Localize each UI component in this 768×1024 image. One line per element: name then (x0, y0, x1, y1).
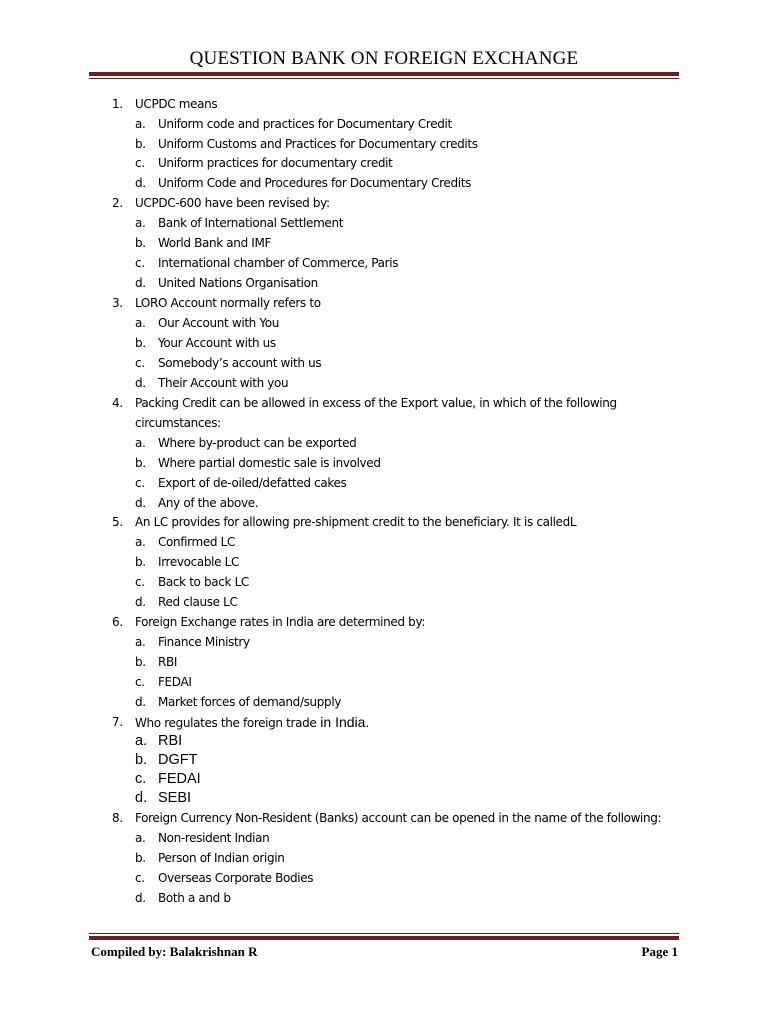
option-letter: c. (135, 771, 147, 787)
option-text: Any of the above. (158, 496, 259, 510)
page-title: QUESTION BANK ON FOREIGN EXCHANGE (189, 48, 579, 69)
option-letter: b. (135, 555, 146, 569)
option-letter: c. (135, 476, 145, 490)
question-text-tail: in India. (316, 714, 370, 730)
question-text-wrapper (135, 714, 369, 731)
question-number: 5. (112, 515, 123, 529)
option-text: Where by-product can be exported (158, 436, 357, 450)
option-letter: b. (135, 456, 146, 470)
option-letter: d. (135, 595, 146, 609)
option-letter: b. (135, 655, 146, 669)
option-text: Finance Ministry (158, 635, 250, 649)
option-text: International chamber of Commerce, Paris (158, 256, 399, 270)
option-letter: d. (135, 891, 146, 905)
option-text: Where partial domestic sale is involved (158, 456, 381, 470)
option-text: SEBI (158, 790, 192, 806)
option-text: Uniform code and practices for Documentary Credit (158, 117, 452, 131)
option-text: Non-resident Indian (158, 831, 270, 845)
option-letter: b. (135, 851, 146, 865)
question-text: Packing Credit can be allowed in excess of the Export value, in which of the following (135, 396, 617, 410)
question-number: 7. (112, 715, 123, 729)
question-number: 3. (112, 296, 123, 310)
option-text: Back to back LC (158, 575, 249, 589)
option-text: Uniform Customs and Practices for Documentary credits (158, 137, 478, 151)
option-text: Overseas Corporate Bodies (158, 871, 314, 885)
option-text: Uniform practices for documentary credit (158, 156, 393, 170)
question-text: LORO Account normally refers to (135, 296, 321, 310)
option-letter: b. (135, 236, 146, 250)
option-letter: c. (135, 675, 145, 689)
option-letter: a. (135, 831, 146, 845)
question-text: UCPDC means (135, 97, 218, 111)
option-letter: c. (135, 156, 145, 170)
option-letter: a. (135, 316, 146, 330)
option-text: Somebody’s account with us (158, 356, 322, 370)
option-letter: d. (135, 496, 146, 510)
option-letter: d. (135, 695, 146, 709)
option-text: Irrevocable LC (158, 555, 240, 569)
question-number: 1. (112, 97, 123, 111)
option-text: Export of de-oiled/defatted cakes (158, 476, 347, 490)
option-letter: d. (135, 790, 148, 806)
footer-page-number: Page 1 (641, 944, 678, 959)
option-text: Bank of International Settlement (158, 216, 344, 230)
option-letter: a. (135, 436, 146, 450)
option-text: World Bank and IMF (158, 236, 272, 250)
option-letter: d. (135, 376, 146, 390)
option-text: Red clause LC (158, 595, 238, 609)
question-text-continued: circumstances: (135, 416, 221, 430)
footer-compiled-by: Compiled by: Balakrishnan R (91, 944, 258, 959)
option-letter: d. (135, 176, 146, 190)
option-letter: c. (135, 575, 145, 589)
option-letter: a. (135, 635, 146, 649)
footer-rule-thick (89, 936, 679, 940)
question-text: Foreign Currency Non-Resident (Banks) account can be opened in the name of the following: (135, 811, 662, 825)
option-letter: a. (135, 216, 146, 230)
option-text: RBI (158, 655, 178, 669)
option-text: Their Account with you (158, 376, 289, 390)
option-text: Both a and b (158, 891, 231, 905)
option-letter: a. (135, 733, 148, 749)
option-text: Market forces of demand/supply (158, 695, 342, 709)
footer-rule-thin (89, 933, 679, 934)
option-text: Your Account with us (158, 336, 276, 350)
option-text: FEDAI (158, 771, 201, 787)
option-letter: b. (135, 752, 148, 768)
question-text: Who regulates the foreign trade (135, 716, 317, 730)
option-letter: b. (135, 336, 146, 350)
option-text: FEDAI (158, 675, 192, 689)
option-letter: d. (135, 276, 146, 290)
option-text: Uniform Code and Procedures for Documentary Credits (158, 176, 471, 190)
question-number: 6. (112, 615, 123, 629)
option-letter: c. (135, 256, 145, 270)
option-text: Person of Indian origin (158, 851, 285, 865)
option-text: Confirmed LC (158, 535, 235, 549)
option-letter: b. (135, 137, 146, 151)
option-letter: a. (135, 117, 146, 131)
option-text: United Nations Organisation (158, 276, 318, 290)
option-text: DGFT (158, 752, 198, 768)
question-text: Foreign Exchange rates in India are determined by: (135, 615, 426, 629)
question-number: 2. (112, 196, 123, 210)
option-text: Our Account with You (158, 316, 280, 330)
option-text: RBI (158, 733, 183, 749)
question-number: 4. (112, 396, 123, 410)
question-text: UCPDC-600 have been revised by: (135, 196, 330, 210)
option-letter: c. (135, 356, 145, 370)
question-number: 8. (112, 811, 123, 825)
question-text: An LC provides for allowing pre-shipment credit to the beneficiary. It is calledL (135, 515, 577, 529)
option-letter: c. (135, 871, 145, 885)
option-letter: a. (135, 535, 146, 549)
